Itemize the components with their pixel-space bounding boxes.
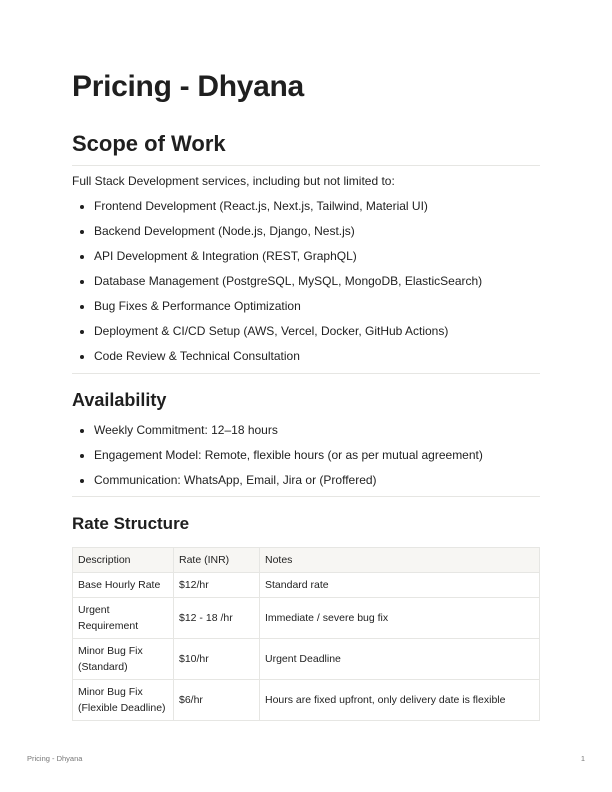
rate-structure-heading: Rate Structure bbox=[72, 514, 190, 533]
list-item: Frontend Development (React.js, Next.js, Tailwind, Material UI) bbox=[72, 199, 482, 224]
column-header: Description bbox=[73, 548, 174, 573]
availability-heading: Availability bbox=[72, 390, 167, 410]
table-row bbox=[73, 680, 540, 721]
list-item: Weekly Commitment: 12–18 hours bbox=[72, 423, 483, 448]
rate-table bbox=[72, 547, 540, 721]
table-cell: Minor Bug Fix (Flexible Deadline) bbox=[73, 680, 174, 721]
list-item: API Development & Integration (REST, GraphQL) bbox=[72, 249, 482, 274]
table-header-row bbox=[73, 548, 540, 573]
table-cell: Minor Bug Fix (Standard) bbox=[73, 639, 174, 680]
list-item: Communication: WhatsApp, Email, Jira or (Proffered) bbox=[72, 473, 483, 498]
divider bbox=[72, 496, 540, 497]
table-cell: Urgent Deadline bbox=[260, 639, 540, 680]
page-number: 1 bbox=[580, 754, 585, 763]
scope-list bbox=[72, 199, 482, 374]
divider bbox=[72, 373, 540, 374]
table-cell: Standard rate bbox=[260, 573, 540, 598]
scope-intro: Full Stack Development services, including but not limited to: bbox=[72, 174, 395, 188]
table-cell: $6/hr bbox=[174, 680, 260, 721]
page-title: Pricing - Dhyana bbox=[72, 70, 304, 103]
column-header: Notes bbox=[260, 548, 540, 573]
list-item: Bug Fixes & Performance Optimization bbox=[72, 299, 482, 324]
table-cell: Base Hourly Rate bbox=[73, 573, 174, 598]
table-row bbox=[73, 573, 540, 598]
list-item: Database Management (PostgreSQL, MySQL, MongoDB, ElasticSearch) bbox=[72, 274, 482, 299]
table-row bbox=[73, 598, 540, 639]
table-cell: Hours are fixed upfront, only delivery date is flexible bbox=[260, 680, 540, 721]
table-cell: Urgent Requirement bbox=[73, 598, 174, 639]
divider bbox=[72, 165, 540, 166]
table-row bbox=[73, 639, 540, 680]
list-item: Code Review & Technical Consultation bbox=[72, 349, 482, 374]
list-item: Deployment & CI/CD Setup (AWS, Vercel, Docker, GitHub Actions) bbox=[72, 324, 482, 349]
table-cell: Immediate / severe bug fix bbox=[260, 598, 540, 639]
table-cell: $10/hr bbox=[174, 639, 260, 680]
footer-title: Pricing - Dhyana bbox=[27, 754, 83, 763]
column-header: Rate (INR) bbox=[174, 548, 260, 573]
scope-heading: Scope of Work bbox=[72, 131, 226, 156]
table-cell: $12/hr bbox=[174, 573, 260, 598]
availability-list bbox=[72, 423, 483, 498]
table-cell: $12 - 18 /hr bbox=[174, 598, 260, 639]
list-item: Backend Development (Node.js, Django, Nest.js) bbox=[72, 224, 482, 249]
list-item: Engagement Model: Remote, flexible hours (or as per mutual agreement) bbox=[72, 448, 483, 473]
